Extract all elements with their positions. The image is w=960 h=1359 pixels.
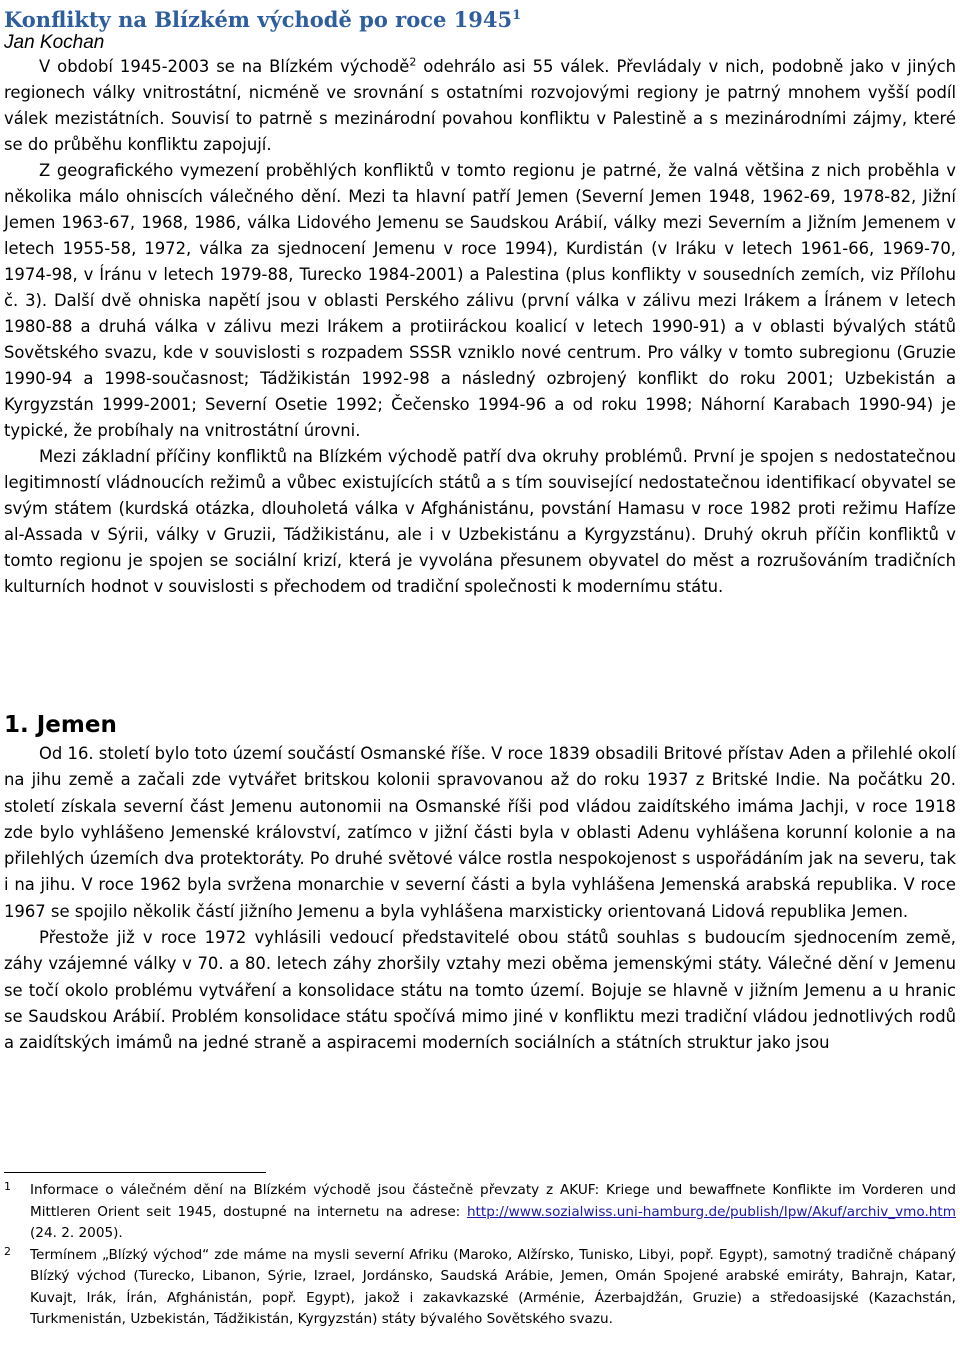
section-heading-jemen: 1. Jemen [4,712,117,738]
footnote-2-text: Termínem „Blízký východ“ zde máme na mysli severní Afriku (Maroko, Alžírsko, Tunisko, Libyi, popř. Egypt), samotný tradičně chápaný Blízký východ (Turecko, Libanon, Sýrie, Izrael, Jordánsko, Saudská Arábie, Jemen, Omán Spojené arabské emiráty, Bahrajn, Katar, Kuvajt, Irák, Írán, Afghánistán, popř. Egypt), jakož i zakavkazské (Arménie, Ázerbajdžán, Gruzie) a středoasijské (Kazachstán, Turkmenistán, Uzbekistán, Tádžikistán, Kyrgyzstán) státy bývalého Sovětského svazu. [30,1246,956,1327]
footnote-1-link[interactable]: http://www.sozialwiss.uni-hamburg.de/publish/Ipw/Akuf/archiv_vmo.htm [466,1203,956,1220]
footnote-1-text: Informace o válečném dění na Blízkém východě jsou částečně převzaty z AKUF: Kriege und bewaffnete Konflikte im Vorderen und Mittleren Orient seit 1945, dostupné na internetu na adrese: [30,1182,956,1220]
footnote-1 [4,1180,956,1245]
document-title [4,2,521,34]
title-footnote-ref[interactable]: 1 [512,8,522,23]
author-name: Jan Kochan [4,32,105,53]
intro-p1-rest: odehrálo asi 55 válek. Převládaly v nich, podobně jako v jiných regionech války vnitrostátní, nicméně ve srovnání s ostatními rozvojovými regiony je patrný mnohem vyšší podíl válek mezistátních. Souvisí to patrně s mezinárodní povahou konfliktu v Palestině a s mezinárodními zájmy, které se do průběhu konfliktu zapojují. [4,57,957,154]
footnote-2-number: 2 [4,1244,11,1258]
footnote-separator [4,1172,266,1173]
footnotes [4,1180,956,1331]
intro-paragraph-3: Mezi základní příčiny konfliktů na Blízkém východě patří dva okruhy problémů. První je spojen s nedostatečnou legitimností vládnoucích režimů a vůbec existujících států a s tím související nedostatečnou identifikací obyvatel se svým státem (kurdská otázka, dlouholetá válka v Afghánistánu, povstání Hamasu v roce 1982 proti režimu Hafíze al-Assada v Sýrii, války v Gruzii, Tádžikistánu, ale i v Uzbekistánu a Kyrgyzstánu). Druhý okruh příčin konfliktů v tomto regionu je spojen se sociální krizí, která je vyvolána přesunem obyvatel do měst a rozrušováním tradičních kulturních hodnot v souvislosti s přechodem od tradiční společnosti k modernímu státu. [4,447,956,596]
footnote-1-number: 1 [4,1180,11,1193]
jemen-paragraph-2: Přestože již v roce 1972 vyhlásili vedoucí představitelé obou států souhlas s budoucím sjednocením země, záhy vzájemné války v 70. a 80. letech záhy zhoršily vztahy mezi oběma jemenskými státy. Válečné dění v Jemenu se točí okolo problému vytváření a konsolidace státu na tomto území. Bojuje se hlavně v jižním Jemenu a u hranic se Saudskou Arábií. Problém konsolidace státu spočívá mimo jiné v konfliktu mezi tradiční vládou jednotlivých rodů a zaidítských imámů na jedné straně a aspiracemi moderních sociálních a státních struktur jako jsou [4,928,956,1053]
intro-section [4,54,956,600]
intro-paragraph-1 [4,54,956,158]
intro-paragraph-2: Z geografického vymezení proběhlých konfliktů v tomto regionu je patrné, že valná většina z nich proběhla v několika málo ohniscích válečného dění. Mezi ta hlavní patří Jemen (Severní Jemen 1948, 1962-69, 1978-82, Jižní Jemen 1963-67, 1968, 1986, válka Lidového Jemenu se Saudskou Arábií, války mezi Severním a Jižním Jemenem v letech 1955-58, 1972, válka za sjednocení Jemenu v roce 1994), Kurdistán (v Iráku v letech 1961-66, 1969-70, 1974-98, v Íránu v letech 1979-88, Turecko 1984-2001) a Palestina (plus konflikty v sousedních zemích, viz Přílohu č. 3). Další dvě ohniska napětí jsou v oblasti Perského zálivu (první válka v zálivu mezi Irákem a Íránem v letech 1980-88 a druhá válka v zálivu mezi Irákem a protiiráckou koalicí v letech 1990-91) a v oblasti bývalých států Sovětského svazu, kde v souvislosti s rozpadem SSSR vzniklo nové centrum. Pro války v tomto subregionu (Gruzie 1990-94 a 1998-současnost; Tádžikistán 1992-98 a následný ozbrojený konflikt do roku 2001; Uzbekistán a Kyrgyzstán 1999-2001; Severní Osetie 1992; Čečensko 1994-96 a od roku 1998; Náhorní Karabach 1990-94) je typické, že probíhaly na vnitrostátní úrovni. [4,161,956,440]
title-text: Konflikty na Blízkém východě po roce 1945 [4,7,513,32]
footnote-ref-2[interactable]: 2 [409,55,417,69]
intro-p1-start: V období 1945-2003 se na Blízkém východě [39,57,410,76]
footnote-2 [4,1245,956,1331]
jemen-paragraph-1: Od 16. století bylo toto území součástí Osmanské říše. V roce 1839 obsadili Britové přístav Aden a přilehlé okolí na jihu země a začali zde vytvářet britskou kolonii spravovanou až do roku 1937 z Britské Indie. Na počátku 20. století získala severní část Jemenu autonomii na Osmanské říši pod vládou zaidítského imáma Jachji, v roce 1918 zde bylo vyhlášeno Jemenské království, zatímco v jižní části byla v oblasti Adenu vyhlášena korunní kolonie a na přilehlých územích dva protektoráty. Po druhé světové válce rostla nespokojenost s uspořádáním jak na severu, tak i na jihu. V roce 1962 byla svržena monarchie v severní části a byla vyhlášena Jemenská arabská republika. V roce 1967 se spojilo několik částí jižního Jemenu a byla vyhlášena marxisticky orientovaná Lidová republika Jemen. [4,744,956,921]
footnote-1-date: (24. 2. 2005). [30,1225,123,1241]
jemen-section [4,741,956,1057]
